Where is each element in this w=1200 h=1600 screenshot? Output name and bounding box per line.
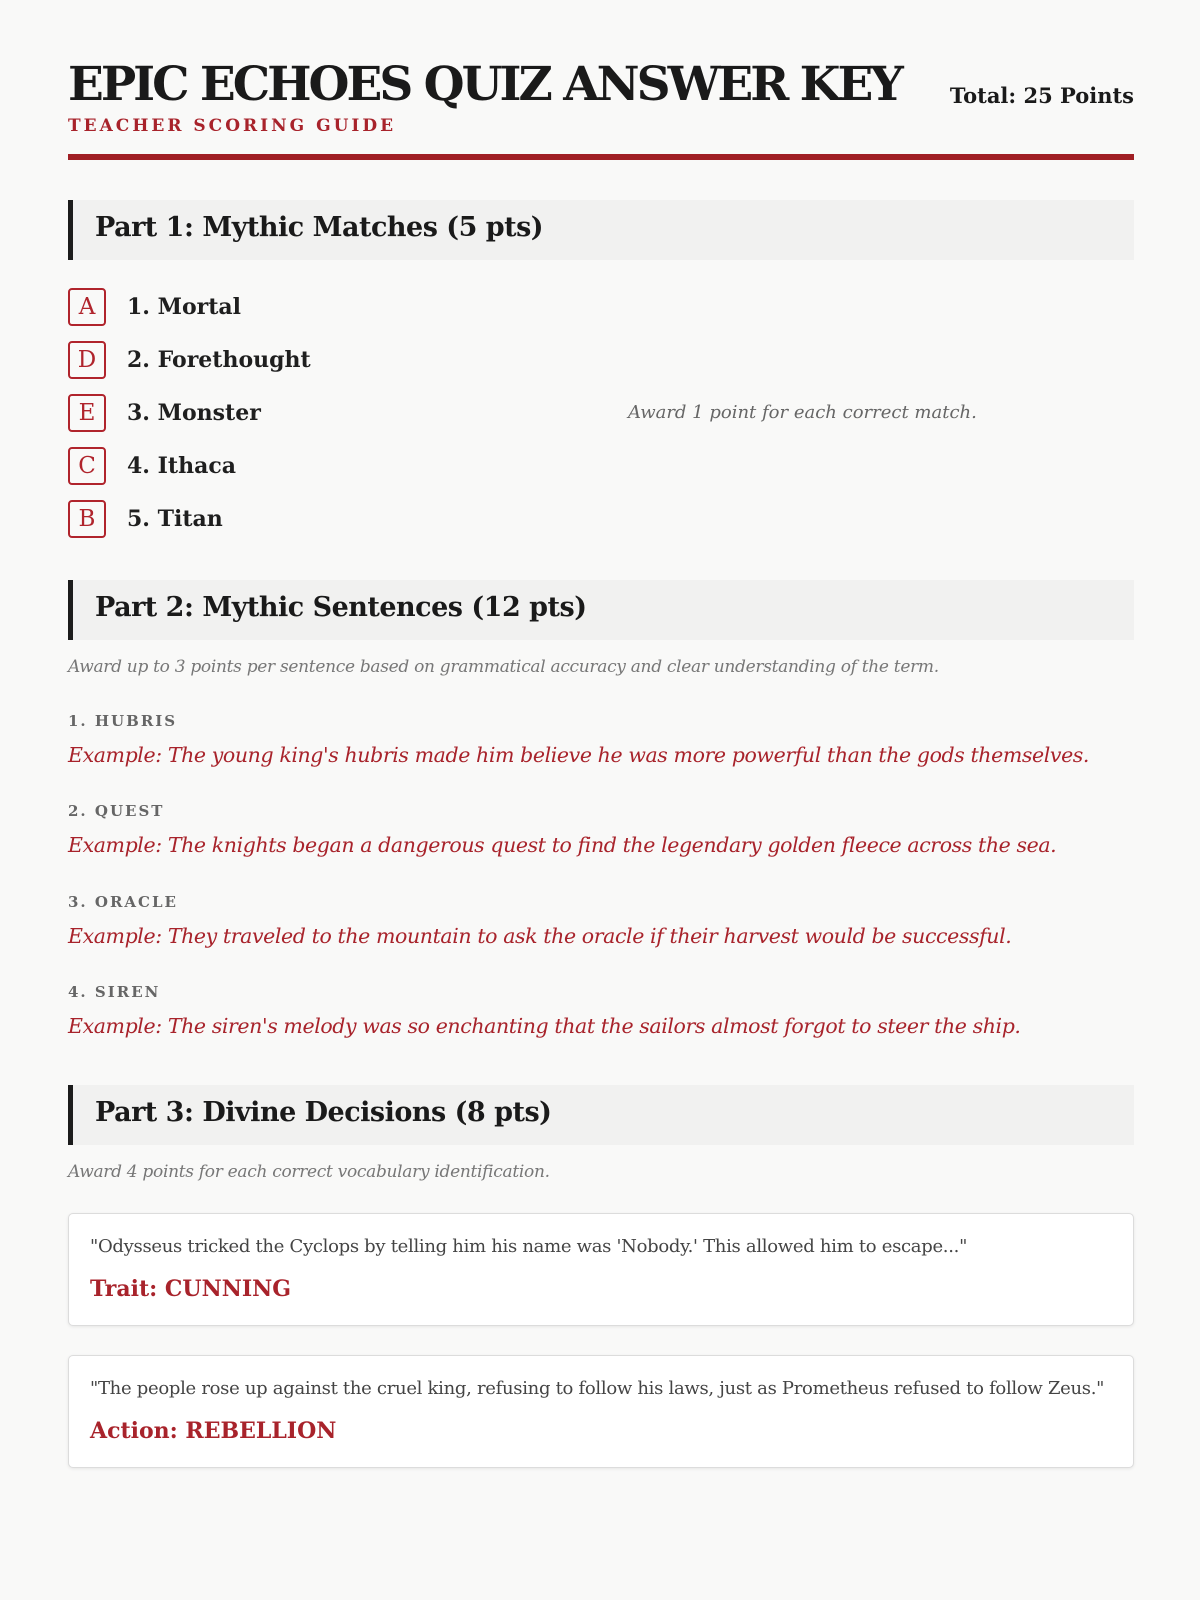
answer-key-page: [68, 0, 1134, 1444]
part3-scoring-note: Award 4 points for each correct vocabulary identification.: [68, 1162, 550, 1182]
page-subtitle: TEACHER SCORING GUIDE: [68, 116, 397, 136]
example-sentence: Example: The knights began a dangerous quest to find the legendary golden fleece across the sea.: [68, 833, 1057, 857]
scenario-quote: "Odysseus tricked the Cyclops by telling him his name was 'Nobody.' This allowed him to escape...": [90, 1236, 968, 1257]
answer-letter: A: [68, 288, 106, 326]
scenario-answer: Action: REBELLION: [90, 1418, 337, 1444]
part1-heading: [68, 200, 1134, 260]
term-label: 3. ORACLE: [68, 893, 178, 911]
term-label: 4. SIREN: [68, 983, 161, 1001]
match-row: [68, 288, 668, 328]
match-term: 3. Monster: [127, 400, 261, 426]
total-points: Total: 25 Points: [949, 83, 1134, 108]
page-header: [68, 0, 1134, 160]
example-sentence: Example: The siren's melody was so enchanting that the sailors almost forgot to steer the ship.: [68, 1014, 1021, 1038]
part2-heading: [68, 580, 1134, 640]
term-label: 1. HUBRIS: [68, 712, 178, 730]
term-label: 2. QUEST: [68, 802, 165, 820]
match-row: [68, 394, 668, 434]
match-term: 4. Ithaca: [127, 453, 236, 479]
scenario-quote: "The people rose up against the cruel king, refusing to follow his laws, just as Prometheus refused to follow Zeus.": [90, 1378, 1105, 1399]
match-row: [68, 447, 668, 487]
page-title: EPIC ECHOES QUIZ ANSWER KEY: [68, 57, 901, 112]
example-sentence: Example: They traveled to the mountain to ask the oracle if their harvest would be successful.: [68, 924, 1012, 948]
part3-heading: [68, 1085, 1134, 1145]
scenario-answer: Trait: CUNNING: [90, 1276, 292, 1302]
part3-heading-text: Part 3: Divine Decisions (8 pts): [95, 1097, 552, 1128]
part2-heading-text: Part 2: Mythic Sentences (12 pts): [95, 592, 587, 623]
answer-letter: D: [68, 341, 106, 379]
header-divider: [68, 154, 1134, 160]
match-row: [68, 500, 668, 540]
answer-letter: E: [68, 394, 106, 432]
match-term: 2. Forethought: [127, 347, 311, 373]
match-term: 1. Mortal: [127, 294, 242, 320]
scenario-card: [68, 1213, 1134, 1326]
scenario-card: [68, 1355, 1134, 1468]
part2-scoring-note: Award up to 3 points per sentence based on grammatical accuracy and clear understanding of the term.: [68, 657, 939, 677]
answer-letter: B: [68, 500, 106, 538]
part1-scoring-note: Award 1 point for each correct match.: [628, 402, 977, 423]
example-sentence: Example: The young king's hubris made him believe he was more powerful than the gods themselves.: [68, 743, 1090, 767]
answer-letter: C: [68, 447, 106, 485]
match-row: [68, 341, 668, 381]
match-term: 5. Titan: [127, 506, 223, 532]
part1-heading-text: Part 1: Mythic Matches (5 pts): [95, 212, 544, 243]
